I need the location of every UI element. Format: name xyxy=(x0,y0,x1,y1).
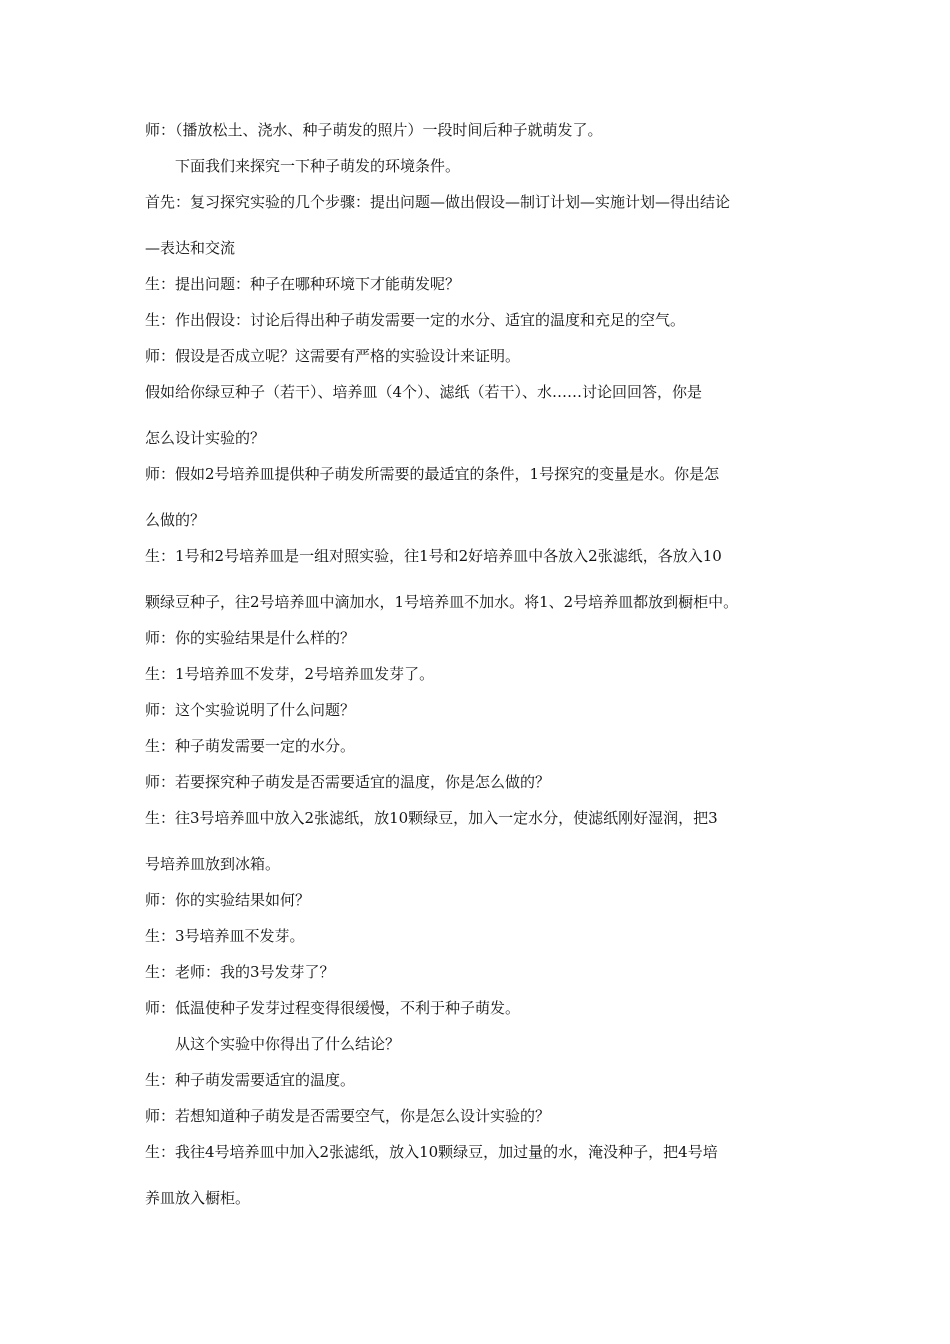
text-line-17: 生：种子萌发需要一定的水分。 xyxy=(145,737,356,755)
text-line-23: 生：老师：我的3号发芽了？ xyxy=(145,963,335,981)
text-line-16: 师：这个实验说明了什么问题？ xyxy=(145,701,356,719)
text-line-26: 生：种子萌发需要适宜的温度。 xyxy=(145,1071,356,1089)
text-line-2: 下面我们来探究一下种子萌发的环境条件。 xyxy=(175,157,461,175)
text-line-18: 师：若要探究种子萌发是否需要适宜的温度，你是怎么做的？ xyxy=(145,773,551,791)
text-line-12: 生：1号和2号培养皿是一组对照实验，往1号和2好培养皿中各放入2张滤纸，各放入10 xyxy=(145,547,722,565)
text-line-13: 颗绿豆种子，往2号培养皿中滴加水，1号培养皿不加水。将1、2号培养皿都放到橱柜中。 xyxy=(145,593,739,611)
text-line-22: 生：3号培养皿不发芽。 xyxy=(145,927,305,945)
text-line-9: 怎么设计实验的？ xyxy=(145,429,266,447)
document-page xyxy=(145,120,810,1224)
text-line-21: 师：你的实验结果如何？ xyxy=(145,891,311,909)
text-line-14: 师：你的实验结果是什么样的？ xyxy=(145,629,356,647)
text-line-20: 号培养皿放到冰箱。 xyxy=(145,855,281,873)
text-line-11: 么做的？ xyxy=(145,511,206,529)
text-line-1: 师：（播放松土、浇水、种子萌发的照片）一段时间后种子就萌发了。 xyxy=(145,121,603,139)
text-line-8: 假如给你绿豆种子（若干）、培养皿（4个）、滤纸（若干）、水……讨论回回答，你是 xyxy=(145,383,703,401)
text-line-24: 师：低温使种子发芽过程变得很缓慢，不利于种子萌发。 xyxy=(145,999,521,1017)
text-line-10: 师：假如2号培养皿提供种子萌发所需要的最适宜的条件，1号探究的变量是水。你是怎 xyxy=(145,465,720,483)
text-line-5: 生：提出问题：种子在哪种环境下才能萌发呢？ xyxy=(145,275,461,293)
text-line-28: 生：我往4号培养皿中加入2张滤纸，放入10颗绿豆，加过量的水，淹没种子，把4号培 xyxy=(145,1143,718,1161)
text-line-3: 首先：复习探究实验的几个步骤：提出问题—做出假设—制订计划—实施计划—得出结论 xyxy=(145,193,731,211)
text-line-29: 养皿放入橱柜。 xyxy=(145,1189,251,1207)
text-line-25: 从这个实验中你得出了什么结论？ xyxy=(175,1035,401,1053)
text-line-27: 师：若想知道种子萌发是否需要空气，你是怎么设计实验的？ xyxy=(145,1107,551,1125)
text-line-4: —表达和交流 xyxy=(145,239,236,257)
text-line-19: 生：往3号培养皿中放入2张滤纸，放10颗绿豆，加入一定水分，使滤纸刚好湿润，把3 xyxy=(145,809,718,827)
text-line-15: 生：1号培养皿不发芽，2号培养皿发芽了。 xyxy=(145,665,435,683)
text-line-6: 生：作出假设：讨论后得出种子萌发需要一定的水分、适宜的温度和充足的空气。 xyxy=(145,311,686,329)
text-line-7: 师：假设是否成立呢？这需要有严格的实验设计来证明。 xyxy=(145,347,521,365)
